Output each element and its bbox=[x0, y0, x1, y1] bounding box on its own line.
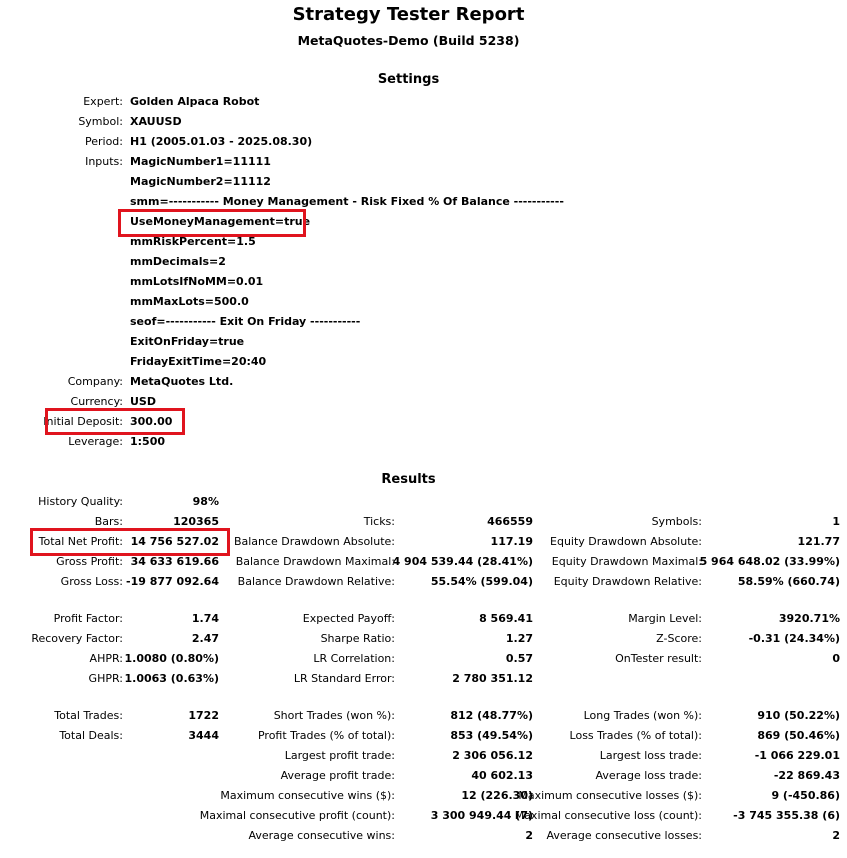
history-quality-label: History Quality: bbox=[38, 495, 123, 508]
highlight-box-initial-deposit bbox=[45, 408, 185, 435]
company-label: Company: bbox=[67, 375, 123, 388]
margin-level-label: Margin Level: bbox=[628, 612, 702, 625]
profit-trades-label: Profit Trades (% of total): bbox=[257, 729, 395, 742]
expected-payoff-value: 8 569.41 bbox=[479, 612, 533, 625]
lr-correlation-value: 0.57 bbox=[505, 652, 533, 665]
average-profit-trade-value: 40 602.13 bbox=[471, 769, 533, 782]
initial-deposit-value: 300.00 bbox=[130, 415, 173, 428]
largest-profit-trade-label: Largest profit trade: bbox=[284, 749, 395, 762]
input-line: FridayExitTime=20:40 bbox=[130, 355, 267, 368]
highlight-box-total-net-profit bbox=[30, 528, 230, 556]
profit-factor-value: 1.74 bbox=[191, 612, 219, 625]
total-trades-value: 1722 bbox=[188, 709, 219, 722]
equity-dd-relative-label: Equity Drawdown Relative: bbox=[553, 575, 702, 588]
currency-label: Currency: bbox=[70, 395, 123, 408]
profit-factor-label: Profit Factor: bbox=[53, 612, 123, 625]
ticks-label: Ticks: bbox=[363, 515, 395, 528]
average-consecutive-wins-value: 2 bbox=[525, 829, 533, 842]
max-consecutive-wins-label: Maximum consecutive wins ($): bbox=[220, 789, 395, 802]
max-consecutive-losses-value: 9 (-450.86) bbox=[771, 789, 840, 802]
expected-payoff-label: Expected Payoff: bbox=[302, 612, 395, 625]
equity-dd-maximal-label: Equity Drawdown Maximal: bbox=[551, 555, 702, 568]
company-value: MetaQuotes Ltd. bbox=[130, 375, 234, 388]
largest-profit-trade-value: 2 306 056.12 bbox=[452, 749, 533, 762]
leverage-value: 1:500 bbox=[130, 435, 166, 448]
ticks-value: 466559 bbox=[487, 515, 533, 528]
report-title: Strategy Tester Report bbox=[292, 4, 525, 25]
balance-dd-absolute-value: 117.19 bbox=[490, 535, 533, 548]
short-trades-value: 812 (48.77%) bbox=[450, 709, 533, 722]
equity-dd-absolute-value: 121.77 bbox=[797, 535, 840, 548]
loss-trades-label: Loss Trades (% of total): bbox=[569, 729, 702, 742]
settings-heading: Settings bbox=[377, 72, 440, 87]
bars-label: Bars: bbox=[94, 515, 123, 528]
report-subtitle: MetaQuotes-Demo (Build 5238) bbox=[297, 33, 520, 48]
average-loss-trade-label: Average loss trade: bbox=[595, 769, 702, 782]
lr-correlation-label: LR Correlation: bbox=[313, 652, 395, 665]
gross-profit-value: 34 633 619.66 bbox=[130, 555, 219, 568]
period-label: Period: bbox=[84, 135, 123, 148]
input-line: smm=----------- Money Management - Risk Fixed % Of Balance ----------- bbox=[130, 195, 564, 208]
ontester-result-label: OnTester result: bbox=[615, 652, 702, 665]
gross-profit-label: Gross Profit: bbox=[56, 555, 123, 568]
gross-loss-label: Gross Loss: bbox=[60, 575, 123, 588]
symbols-label: Symbols: bbox=[651, 515, 702, 528]
symbol-value: XAUUSD bbox=[130, 115, 182, 128]
inputs-label: Inputs: bbox=[85, 155, 123, 168]
max-consecutive-losses-label: Maximum consecutive losses ($): bbox=[518, 789, 702, 802]
maximal-consecutive-profit-label: Maximal consecutive profit (count): bbox=[199, 809, 395, 822]
largest-loss-trade-label: Largest loss trade: bbox=[599, 749, 702, 762]
ontester-result-value: 0 bbox=[832, 652, 840, 665]
bars-value: 120365 bbox=[173, 515, 219, 528]
max-consecutive-wins-value: 12 (226.30) bbox=[461, 789, 533, 802]
sharpe-ratio-value: 1.27 bbox=[505, 632, 533, 645]
input-line: mmDecimals=2 bbox=[130, 255, 226, 268]
average-consecutive-losses-label: Average consecutive losses: bbox=[546, 829, 702, 842]
initial-deposit-label: Initial Deposit: bbox=[43, 415, 123, 428]
equity-dd-absolute-label: Equity Drawdown Absolute: bbox=[550, 535, 702, 548]
gross-loss-value: -19 877 092.64 bbox=[126, 575, 219, 588]
total-trades-label: Total Trades: bbox=[54, 709, 123, 722]
input-line: mmMaxLots=500.0 bbox=[130, 295, 249, 308]
lr-standard-error-label: LR Standard Error: bbox=[293, 672, 395, 685]
results-heading: Results bbox=[381, 472, 436, 487]
input-line: UseMoneyManagement=true bbox=[130, 215, 311, 228]
highlight-box-use-money-management bbox=[118, 209, 306, 237]
total-net-profit-value: 14 756 527.02 bbox=[130, 535, 219, 548]
input-line: MagicNumber1=11111 bbox=[130, 155, 271, 168]
currency-value: USD bbox=[130, 395, 156, 408]
input-line: seof=----------- Exit On Friday ----------- bbox=[130, 315, 361, 328]
maximal-consecutive-loss-label: Maximal consecutive loss (count): bbox=[514, 809, 702, 822]
expert-value: Golden Alpaca Robot bbox=[130, 95, 260, 108]
long-trades-label: Long Trades (won %): bbox=[583, 709, 702, 722]
expert-label: Expert: bbox=[83, 95, 123, 108]
input-line: mmRiskPercent=1.5 bbox=[130, 235, 256, 248]
long-trades-value: 910 (50.22%) bbox=[757, 709, 840, 722]
average-consecutive-wins-label: Average consecutive wins: bbox=[248, 829, 395, 842]
average-loss-trade-value: -22 869.43 bbox=[773, 769, 840, 782]
balance-dd-relative-value: 55.54% (599.04) bbox=[430, 575, 533, 588]
symbols-value: 1 bbox=[832, 515, 840, 528]
lr-standard-error-value: 2 780 351.12 bbox=[452, 672, 533, 685]
maximal-consecutive-profit-value: 3 300 949.44 (7) bbox=[430, 809, 533, 822]
equity-dd-relative-value: 58.59% (660.74) bbox=[737, 575, 840, 588]
input-line: ExitOnFriday=true bbox=[130, 335, 245, 348]
ghpr-value: 1.0063 (0.63%) bbox=[124, 672, 219, 685]
balance-dd-relative-label: Balance Drawdown Relative: bbox=[237, 575, 395, 588]
leverage-label: Leverage: bbox=[68, 435, 123, 448]
ahpr-label: AHPR: bbox=[89, 652, 123, 665]
symbol-label: Symbol: bbox=[78, 115, 123, 128]
total-net-profit-label: Total Net Profit: bbox=[38, 535, 123, 548]
input-line: MagicNumber2=11112 bbox=[130, 175, 271, 188]
total-deals-value: 3444 bbox=[188, 729, 219, 742]
profit-trades-value: 853 (49.54%) bbox=[450, 729, 533, 742]
largest-loss-trade-value: -1 066 229.01 bbox=[754, 749, 840, 762]
z-score-value: -0.31 (24.34%) bbox=[748, 632, 840, 645]
recovery-factor-value: 2.47 bbox=[191, 632, 219, 645]
maximal-consecutive-loss-value: -3 745 355.38 (6) bbox=[733, 809, 840, 822]
short-trades-label: Short Trades (won %): bbox=[273, 709, 395, 722]
sharpe-ratio-label: Sharpe Ratio: bbox=[320, 632, 395, 645]
balance-dd-maximal-label: Balance Drawdown Maximal: bbox=[235, 555, 395, 568]
balance-dd-absolute-label: Balance Drawdown Absolute: bbox=[233, 535, 395, 548]
margin-level-value: 3920.71% bbox=[778, 612, 840, 625]
ahpr-value: 1.0080 (0.80%) bbox=[124, 652, 219, 665]
equity-dd-maximal-value: 5 964 648.02 (33.99%) bbox=[699, 555, 840, 568]
period-value: H1 (2005.01.03 - 2025.08.30) bbox=[130, 135, 313, 148]
loss-trades-value: 869 (50.46%) bbox=[757, 729, 840, 742]
average-consecutive-losses-value: 2 bbox=[832, 829, 840, 842]
total-deals-label: Total Deals: bbox=[59, 729, 123, 742]
ghpr-label: GHPR: bbox=[88, 672, 123, 685]
recovery-factor-label: Recovery Factor: bbox=[31, 632, 123, 645]
history-quality-value: 98% bbox=[192, 495, 219, 508]
input-line: mmLotsIfNoMM=0.01 bbox=[130, 275, 264, 288]
average-profit-trade-label: Average profit trade: bbox=[280, 769, 395, 782]
balance-dd-maximal-value: 4 904 539.44 (28.41%) bbox=[392, 555, 533, 568]
z-score-label: Z-Score: bbox=[656, 632, 702, 645]
